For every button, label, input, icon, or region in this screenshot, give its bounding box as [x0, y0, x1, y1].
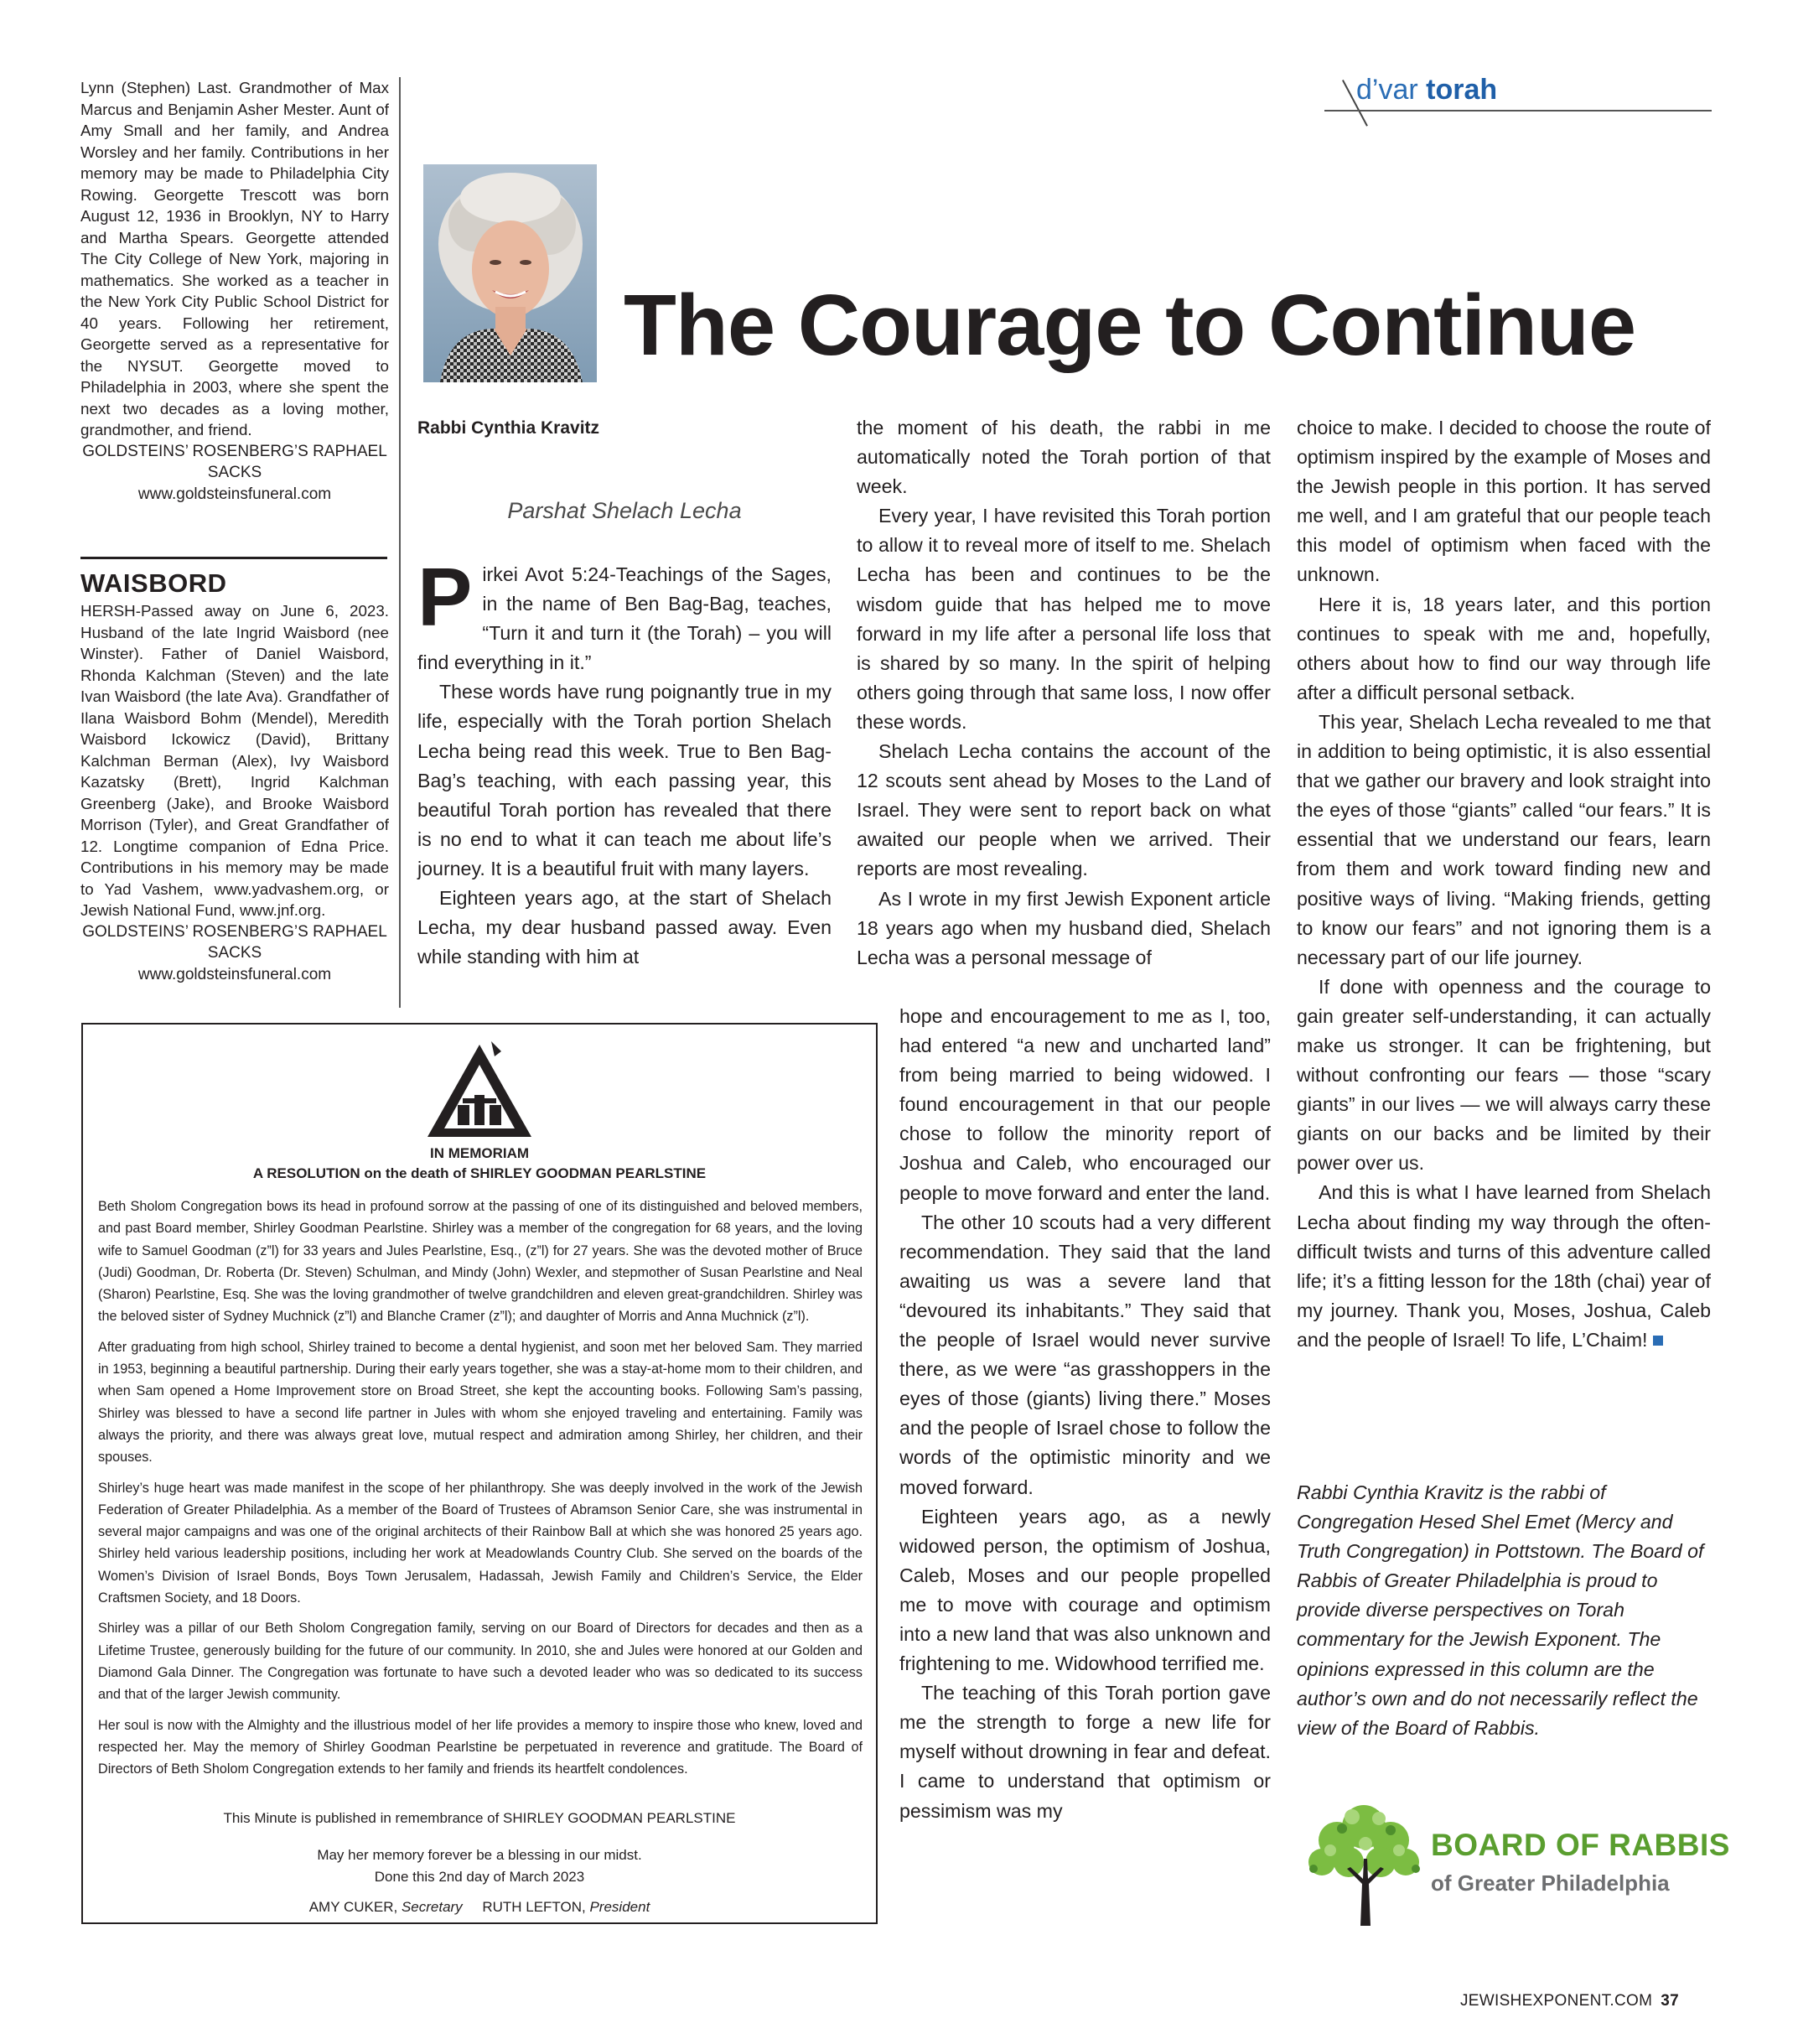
article-paragraph: choice to make. I decided to choose the route of optimism inspired by the example of Moses and the Jewish people in this portion. It has served me well, and I am grateful that our people teach this model of optimism when faced with the unknown. — [1297, 417, 1711, 586]
byline: Rabbi Cynthia Kravitz — [417, 418, 600, 438]
signer-name: AMY CUKER, — [308, 1899, 398, 1915]
memorial-minute-text: This Minute is published in remembrance of SHIRLEY GOODMAN PEARLSTINE — [223, 1810, 736, 1826]
board-of-rabbis-name: BOARD OF RABBIS — [1431, 1828, 1730, 1862]
board-of-rabbis-subtitle: of Greater Philadelphia — [1431, 1870, 1670, 1896]
memorial-paragraph: Shirley was a pillar of our Beth Sholom Congregation family, serving on our Board of Directors for decades and then as a Lifetime Trustee, generously building for the future of our community. In 2010, she and Jules were honored at our Golden and Diamond Gala Dinner. The Congregation was fortunate to have such a devoted leader who was so dedicated to its success and that of the larger Jewish community. — [98, 1621, 863, 1703]
funeral-home-name: GOLDSTEINS’ ROSENBERG’S RAPHAEL SACKS — [82, 922, 387, 962]
tree-icon — [1297, 1792, 1434, 1929]
memorial-date: Done this 2nd day of March 2023 — [374, 1869, 585, 1885]
article-column-2 — [857, 413, 1271, 973]
memorial-signatures — [83, 1896, 876, 1918]
memorial-paragraph: Shirley’s huge heart was made manifest in the scope of her philanthropy. She was deeply involved in the work of the Jewish Federation of Greater Philadelphia. As a member of the Board of Trustees of Abramson Senior Care, she was instrumental in several major campaigns and was one of the original architects of their Rainbow Ball at which she was honored 25 years ago. Shirley held various leadership positions, including her work at Meadowlands Country Club. She served on the boards of the Women’s Division of Israel Bonds, Boys Town Jerusalem, Hadassah, Jewish Family and Children’s Service, the Elder Craftsmen Society, and 18 Doors. — [98, 1480, 863, 1606]
signer-name: RUTH LEFTON, — [482, 1899, 586, 1915]
section-prefix: d’var — [1356, 74, 1418, 106]
signer-title: Secretary — [401, 1899, 463, 1915]
article-paragraph: Every year, I have revisited this Torah portion to allow it to reveal more of itself to me. Shelach Lecha has been and continues to be the wisdom guide that has helped me to move forward in my life after a personal life loss that is shared by so many. In the spirit of helping others going through that same loss, I now offer these words. — [857, 505, 1271, 733]
article-column-3 — [1297, 413, 1711, 1355]
article-paragraph: irkei Avot 5:24-Teachings of the Sages, in the name of Ben Bag-Bag, teaches, “Turn it and turn it (the Torah) – you will find everything in it.” — [417, 563, 832, 674]
memorial-title: IN MEMORIAM — [429, 1145, 530, 1161]
funeral-home-website: www.goldsteinsfuneral.com — [137, 965, 332, 983]
funeral-home-name: GOLDSTEINS’ ROSENBERG’S RAPHAEL SACKS — [82, 442, 387, 481]
article-paragraph: Here it is, 18 years later, and this portion continues to speak with me and, hopefully, others about how to find our way through life after a difficult personal setback. — [1297, 593, 1711, 703]
funeral-home-website: www.goldsteinsfuneral.com — [137, 485, 332, 503]
congregation-logo-icon — [424, 1040, 535, 1142]
page-footer — [1460, 1992, 1679, 2010]
memorial-body — [98, 1196, 863, 1788]
memorial-resolution-box — [81, 1023, 878, 1924]
memorial-minute — [83, 1808, 876, 1829]
article-paragraph: These words have rung poignantly true in my life, especially with the Torah portion Shelach Lecha being read this week. True to Ben Bag-Bag’s teaching, with each passing year, this beautiful Torah portion has revealed that there is no end to what it can teach me about life’s journey. It is a beautiful fruit with many layers. — [417, 681, 832, 879]
article-paragraph: And this is what I have learned from Shelach Lecha about finding my way through the often-difficult twists and turns of this adventure called life; it’s a fitting lesson for the 18th (chai) year of my journey. Thank you, Moses, Joshua, Caleb and the people of Israel! To life, L’Chaim! — [1297, 1181, 1711, 1351]
drop-cap: P — [417, 551, 473, 643]
parsha-title: Parshat Shelach Lecha — [507, 498, 742, 523]
section-name: torah — [1426, 74, 1498, 106]
obituary-divider — [80, 557, 387, 559]
memorial-paragraph: Her soul is now with the Almighty and the illustrious model of her life provides a memory to inspire those who knew, loved and respected her. May the memory of Shirley Goodman Pearlstine be perpetuated in reverence and gratitude. The Board of Directors of Beth Sholom Congregation extends to her family and friends its heartfelt condolences. — [98, 1717, 863, 1777]
memorial-blessing-text: May her memory forever be a blessing in our midst. — [317, 1847, 642, 1863]
article-paragraph: The other 10 scouts had a very different recommendation. They said that the land awaiting us was a severe land that “devoured its inhabitants.” They said that the people of Israel would never survive there, as we were “as grasshoppers in the eyes of those (giants) living there.” Moses and the people of Israel chose to follow the words of the optimistic minority and we moved forward. — [899, 1211, 1271, 1498]
memorial-blessing — [83, 1844, 876, 1888]
memorial-paragraph: Beth Sholom Congregation bows its head in profound sorrow at the passing of one of its distinguished and beloved members, and past Board member, Shirley Goodman Pearlstine. Shirley was a member of the congregation for 68 years, and the loving wife to Samuel Goodman (z”l) for 33 years and Jules Pearlstine, Esq., (z”l) for 27 years. She was the devoted mother of Bruce (Judi) Goodman, Dr. Roberta (Dr. Steven) Schulman, and Mindy (John) Wexler, and stepmother of Susan Pearlstine and Neal (Sharon) Pearlstine, Esq. She was the loving grandmother of twelve grandchildren and eleven great-grandchildren. Shirley was the beloved sister of Sydney Muchnick (z”l) and Blanche Cramer (z”l); and daughter of Morris and Anna Muchnick (z”l). — [98, 1199, 863, 1325]
signer-title: President — [589, 1899, 650, 1915]
column-rule — [399, 77, 401, 1008]
article-paragraph: As I wrote in my first Jewish Exponent article 18 years ago when my husband died, Shelach Lecha was a personal message of — [857, 887, 1271, 968]
article-paragraph: If done with openness and the courage to gain greater self-understanding, it can actually make us stronger. It can be frightening, but without confronting our fears — those “scary giants” in our lives — we will always carry these giants on our backs and be limited by their power over us. — [1297, 975, 1711, 1175]
page-number: 37 — [1661, 1992, 1679, 2010]
footer-site: JEWISHEXPONENT.COM — [1460, 1992, 1653, 2010]
article-column-1 — [417, 551, 832, 972]
memorial-paragraph: After graduating from high school, Shirley trained to become a dental hygienist, and soon met her beloved Sam. They married in 1953, beginning a beautiful partnership. During their early years together, she was a stay-at-home mom to their children, and when Sam opened a Home Improvement store on Broad Street, she kept the accounting books. Following Sam’s passing, Shirley was blessed to have a second life partner in Jules with whom she enjoyed traveling and entertaining. Family was always the priority, and there was always great love, mutual respect and admiration among Shirley, her children, and their spouses. — [98, 1339, 863, 1466]
memorial-subtitle: A RESOLUTION on the death of SHIRLEY GOODMAN PEARLSTINE — [252, 1165, 707, 1181]
obituary-waisbord — [80, 600, 389, 985]
article-paragraph: hope and encouragement to me as I, too, had entered “a new and uncharted land” from being married to being widowed. I found encouragement in that our people chose to follow the minority report of Joshua and Caleb, who encouraged our people to move forward and enter the land. — [899, 1005, 1271, 1204]
author-photo — [423, 164, 597, 382]
obituary-text: HERSH-Passed away on June 6, 2023. Husband of the late Ingrid Waisbord (nee Winster). Father of Daniel Waisbord, Rhonda Kalchman (Steven) and the late Ivan Waisbord (the late Ava). Grandfather of Ilana Waisbord Bohm (Mendel), Meredith Waisbord Ickowicz (David), Brittany Kalchman Berman (Alex), Ivy Waisbord Kazatsky (Brett), Ingrid Kalchman Greenberg (Jake), and Brooke Waisbord Morrison (Tyler), and Great Grandfather of 12. Longtime companion of Edna Price. Contributions in his memory may be made to Yad Vashem, www.yadvashem.org, or Jewish National Fund, www.jnf.org. — [80, 602, 389, 919]
obituary-name: WAISBORD — [80, 568, 227, 598]
obituary-text: Lynn (Stephen) Last. Grandmother of Max Marcus and Benjamin Asher Mester. Aunt of Amy Small and her family, and Andrea Worsley and her family. Contributions in her memory may be made to Philadelphia City Rowing. Georgette Trescott was born August 12, 1936 in Brooklyn, NY to Harry and Martha Spears. Georgette attended The City College of New York, majoring in mathematics. She worked as a teacher in the New York City Public School District for 40 years. Following her retirement, Georgette served as a representative for the NYSUT. Georgette moved to Philadelphia in 2003, where she spent the next two decades as a loving mother, grandmother, and friend. — [80, 79, 389, 438]
section-tag — [1356, 74, 1497, 106]
article-paragraph: Eighteen years ago, as a newly widowed person, the optimism of Joshua, Caleb, Moses and our people propelled me to move with courage and optimism into a new land that was also unknown and frightening to me. Widowhood terrified me. — [899, 1505, 1271, 1675]
section-rule — [1324, 110, 1712, 112]
headline: The Courage to Continue — [624, 277, 1636, 373]
article-column-2-lower — [899, 1002, 1271, 1826]
obituary-continuation — [80, 77, 389, 505]
article-paragraph: This year, Shelach Lecha revealed to me that in addition to being optimistic, it is also essential that we gather our bravery and look straight into the eyes of those “giants” called “our fears.” It is essential that we understand our fears, learn from them and work toward finding new and positive ways of living. “Making friends, getting to know our fears” and not ignoring them is a necessary part of our life journey. — [1297, 710, 1711, 968]
author-bio: Rabbi Cynthia Kravitz is the rabbi of Congregation Hesed Shel Emet (Mercy and Truth Congregation) in Pottstown. The Board of Rabbis of Greater Philadelphia is proud to provide diverse perspectives on Torah commentary for the Jewish Exponent. The opinions expressed in this column are the author’s own and do not necessarily reflect the view of the Board of Rabbis. — [1297, 1481, 1704, 1739]
end-mark-icon — [1653, 1336, 1663, 1346]
article-paragraph: Shelach Lecha contains the account of the 12 scouts sent ahead by Moses to the Land of Israel. They were sent to report back on what awaited our people when we arrived. Their reports are most revealing. — [857, 740, 1271, 880]
article-paragraph: the moment of his death, the rabbi in me automatically noted the Torah portion of that week. — [857, 417, 1271, 498]
article-paragraph: Eighteen years ago, at the start of Shelach Lecha, my dear husband passed away. Even while standing with him at — [417, 887, 832, 968]
article-paragraph: The teaching of this Torah portion gave me the strength to forge a new life for myself without drowning in fear and defeat. I came to understand that optimism or pessimism was my — [899, 1682, 1271, 1822]
